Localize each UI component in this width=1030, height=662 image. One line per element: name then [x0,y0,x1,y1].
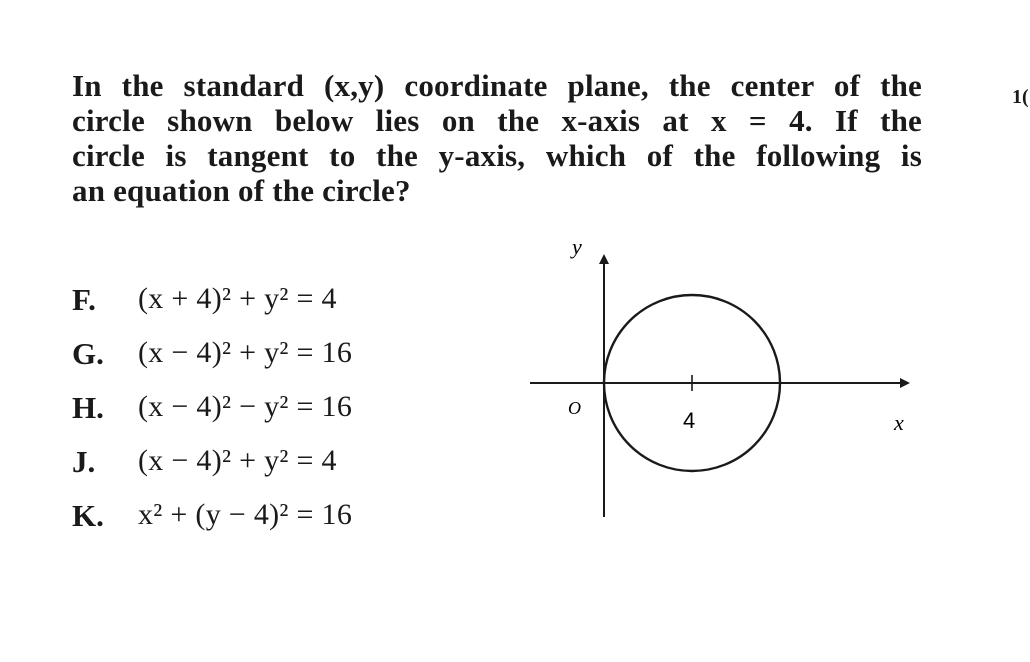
origin-label: O [568,398,581,418]
choice-equation: (x − 4)² − y² = 16 [138,390,353,423]
question-text [72,68,932,208]
choice-letter: J. [72,444,96,479]
x-axis-label: x [894,410,904,435]
tick-label-4: 4 [683,408,696,433]
choice-equation: (x + 4)² + y² = 4 [138,282,337,315]
choice-letter: F. [72,282,96,317]
choice-equation: (x − 4)² + y² = 16 [138,336,353,369]
choice-letter: K. [72,498,104,533]
coordinate-graph [520,222,920,542]
choice-equation: x² + (y − 4)² = 16 [138,498,353,531]
choice-letter: H. [72,390,104,425]
question-line-1: In the standard (x,y) coordinate plane, the center of the [72,68,922,103]
question-line-2: circle shown below lies on the x-axis at x = 4. If the [72,103,922,138]
page-number: 1( [1012,86,1029,108]
y-axis-label: y [572,234,582,259]
question-line-3: circle is tangent to the y-axis, which of the following is [72,138,922,173]
choice-letter: G. [72,336,104,371]
question-line-4: an equation of the circle? [72,173,411,208]
choice-equation: (x − 4)² + y² = 4 [138,444,337,477]
graph-svg [520,222,920,542]
